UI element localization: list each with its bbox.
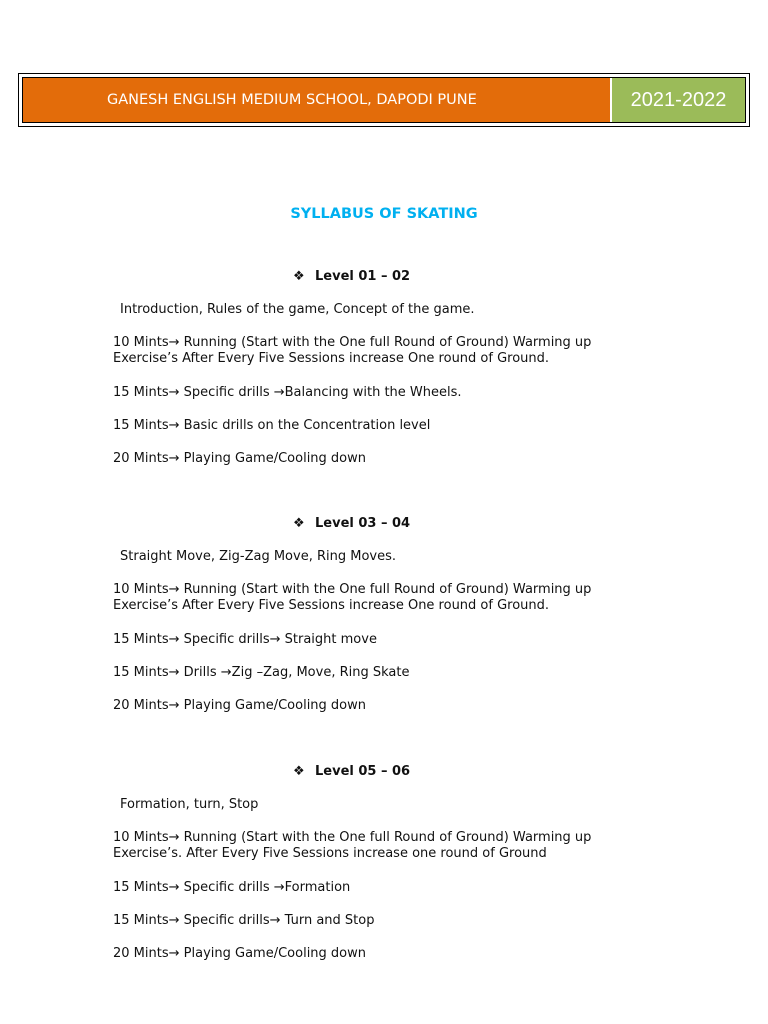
arrow-icon: → bbox=[273, 880, 285, 895]
activity-text: Running (Start with the One full Round of Ground) Warming up bbox=[179, 830, 592, 845]
activity-text: Drills bbox=[179, 665, 221, 680]
duration: 15 Mints bbox=[113, 913, 169, 928]
activity-detail: Formation bbox=[284, 880, 351, 895]
duration: 10 Mints bbox=[113, 830, 169, 845]
activity-text: Specific drills bbox=[179, 632, 270, 647]
schedule-item bbox=[113, 698, 643, 714]
arrow-icon: → bbox=[168, 698, 180, 713]
arrow-icon: → bbox=[168, 385, 180, 400]
diamond-bullet-icon: ❖ bbox=[293, 269, 305, 284]
activity-detail: Turn and Stop bbox=[280, 913, 375, 928]
activity-text: Playing Game/Cooling down bbox=[179, 946, 366, 961]
arrow-icon: → bbox=[168, 830, 180, 845]
activity-continuation: Exercise’s After Every Five Sessions increase One round of Ground. bbox=[113, 351, 550, 366]
level-intro: Formation, turn, Stop bbox=[120, 797, 259, 812]
duration: 20 Mints bbox=[113, 698, 169, 713]
arrow-icon: → bbox=[168, 335, 180, 350]
arrow-icon: → bbox=[168, 418, 180, 433]
arrow-icon: → bbox=[168, 451, 180, 466]
activity-detail: Zig –Zag, Move, Ring Skate bbox=[231, 665, 410, 680]
header-banner bbox=[18, 73, 750, 127]
duration: 15 Mints bbox=[113, 418, 169, 433]
arrow-icon: → bbox=[168, 582, 180, 597]
schedule-item bbox=[113, 946, 643, 962]
schedule-item bbox=[113, 451, 643, 467]
schedule-item bbox=[113, 632, 643, 648]
level-intro: Introduction, Rules of the game, Concept of the game. bbox=[120, 302, 475, 317]
duration: 15 Mints bbox=[113, 880, 169, 895]
activity-text: Specific drills bbox=[179, 913, 270, 928]
level-heading-text: Level 05 – 06 bbox=[315, 764, 411, 779]
duration: 10 Mints bbox=[113, 335, 169, 350]
activity-text: Playing Game/Cooling down bbox=[179, 698, 366, 713]
duration: 10 Mints bbox=[113, 582, 169, 597]
duration: 20 Mints bbox=[113, 946, 169, 961]
diamond-bullet-icon: ❖ bbox=[293, 764, 305, 779]
schedule-item bbox=[113, 335, 643, 367]
arrow-icon: → bbox=[269, 632, 281, 647]
schedule-item bbox=[113, 913, 643, 929]
arrow-icon: → bbox=[168, 880, 180, 895]
school-name: GANESH ENGLISH MEDIUM SCHOOL, DAPODI PUNE bbox=[23, 78, 612, 122]
schedule-item bbox=[113, 385, 643, 401]
schedule-item bbox=[113, 830, 643, 862]
arrow-icon: → bbox=[168, 946, 180, 961]
schedule-item bbox=[113, 582, 643, 614]
arrow-icon: → bbox=[168, 632, 180, 647]
activity-text: Specific drills bbox=[179, 385, 274, 400]
level-heading-text: Level 01 – 02 bbox=[315, 269, 411, 284]
arrow-icon: → bbox=[168, 913, 180, 928]
schedule-item bbox=[113, 880, 643, 896]
duration: 15 Mints bbox=[113, 665, 169, 680]
activity-text: Basic drills on the Concentration level bbox=[179, 418, 431, 433]
schedule-item bbox=[113, 418, 643, 434]
duration: 20 Mints bbox=[113, 451, 169, 466]
level-heading-text: Level 03 – 04 bbox=[315, 516, 411, 531]
duration: 15 Mints bbox=[113, 632, 169, 647]
activity-text: Running (Start with the One full Round of Ground) Warming up bbox=[179, 582, 592, 597]
activity-text: Specific drills bbox=[179, 880, 274, 895]
level-heading bbox=[293, 764, 410, 779]
arrow-icon: → bbox=[273, 385, 285, 400]
level-heading bbox=[293, 269, 410, 284]
arrow-icon: → bbox=[269, 913, 281, 928]
arrow-icon: → bbox=[220, 665, 232, 680]
activity-continuation: Exercise’s After Every Five Sessions increase One round of Ground. bbox=[113, 598, 550, 613]
duration: 15 Mints bbox=[113, 385, 169, 400]
activity-continuation: Exercise’s. After Every Five Sessions increase one round of Ground bbox=[113, 846, 547, 861]
diamond-bullet-icon: ❖ bbox=[293, 516, 305, 531]
activity-detail: Balancing with the Wheels. bbox=[284, 385, 462, 400]
activity-detail: Straight move bbox=[280, 632, 377, 647]
level-heading bbox=[293, 516, 410, 531]
level-intro: Straight Move, Zig-Zag Move, Ring Moves. bbox=[120, 549, 396, 564]
academic-year: 2021-2022 bbox=[612, 78, 745, 122]
page-title: SYLLABUS OF SKATING bbox=[290, 206, 478, 222]
schedule-item bbox=[113, 665, 643, 681]
activity-text: Playing Game/Cooling down bbox=[179, 451, 366, 466]
arrow-icon: → bbox=[168, 665, 180, 680]
activity-text: Running (Start with the One full Round of Ground) Warming up bbox=[179, 335, 592, 350]
